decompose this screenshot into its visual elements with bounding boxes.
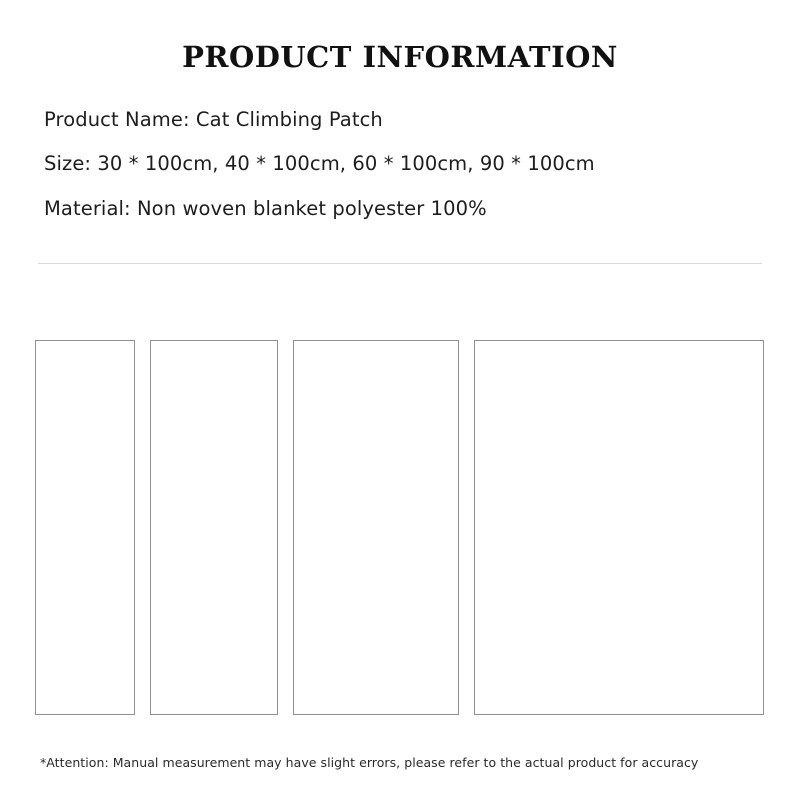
footer-note — [0, 790, 800, 800]
product-panel-90cm — [474, 340, 764, 715]
attention-note: *Attention: Manual measurement may have slight errors, please refer to the actual product for accuracy — [40, 755, 699, 770]
product-panel-30cm — [35, 340, 135, 715]
section-divider — [38, 263, 762, 264]
spec-size: Size: 30 * 100cm, 40 * 100cm, 60 * 100cm, 90 * 100cm — [44, 152, 595, 176]
spec-product-name: Product Name: Cat Climbing Patch — [44, 107, 383, 131]
product-panel-40cm — [150, 340, 278, 715]
product-panel-60cm — [293, 340, 459, 715]
product-panel-group — [35, 340, 765, 715]
page-title: PRODUCT INFORMATION — [182, 40, 618, 74]
spec-material: Material: Non woven blanket polyester 100% — [44, 196, 487, 220]
specifications-list — [0, 74, 800, 219]
